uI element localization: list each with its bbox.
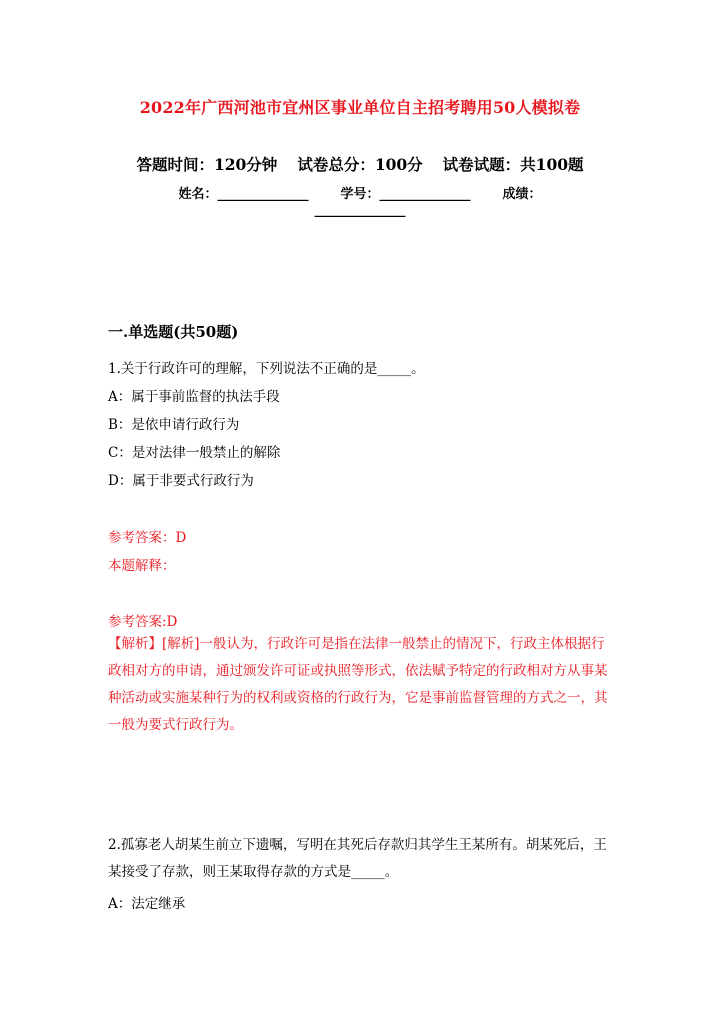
student-id-field: 学号：______________ bbox=[340, 187, 471, 202]
reference-answer-2: 参考答案:D bbox=[108, 614, 178, 630]
name-field: 姓名：______________ bbox=[178, 187, 309, 202]
exam-question-count: 试卷试题：共100题 bbox=[442, 155, 584, 174]
exam-meta bbox=[0, 153, 720, 175]
option-c: C：是对法律一般禁止的解除 bbox=[108, 445, 281, 461]
option-a: A：法定继承 bbox=[108, 896, 186, 912]
exam-title: 2022年广西河池市宜州区事业单位自主招考聘用50人模拟卷 bbox=[139, 98, 581, 117]
exam-total-score: 试卷总分：100分 bbox=[297, 155, 423, 174]
section-title: 一.单选题(共50题) bbox=[108, 323, 239, 341]
explanation-label: 本题解释： bbox=[108, 558, 176, 574]
exam-time: 答题时间：120分钟 bbox=[136, 155, 278, 174]
option-d: D：属于非要式行政行为 bbox=[108, 473, 254, 489]
question-stem: 2.孤寡老人胡某生前立下遗嘱，写明在其死后存款归其学生王某所有。胡某死后，王某接受了存款，则王某取得存款的方式是_____。 bbox=[108, 837, 607, 880]
reference-answer: 参考答案：D bbox=[108, 530, 187, 546]
option-b: B：是依申请行政行为 bbox=[108, 417, 240, 433]
student-fields bbox=[0, 183, 720, 202]
score-blank: ______________ bbox=[314, 203, 406, 218]
option-a: A：属于事前监督的执法手段 bbox=[108, 389, 280, 405]
question-stem: 1.关于行政许可的理解，下列说法不正确的是_____。 bbox=[108, 361, 425, 377]
score-field: 成绩： bbox=[502, 187, 542, 202]
analysis-text: 【解析】[解析]一般认为，行政许可是指在法律一般禁止的情况下，行政主体根据行政相对方的申请，通过颁发许可证或执照等形式，依法赋予特定的行政相对方从事某种活动或实施某种行为的权利或资格的行政行为，它是事前监督管理的方式之一，其一般为要式行政行为。 bbox=[108, 636, 608, 733]
